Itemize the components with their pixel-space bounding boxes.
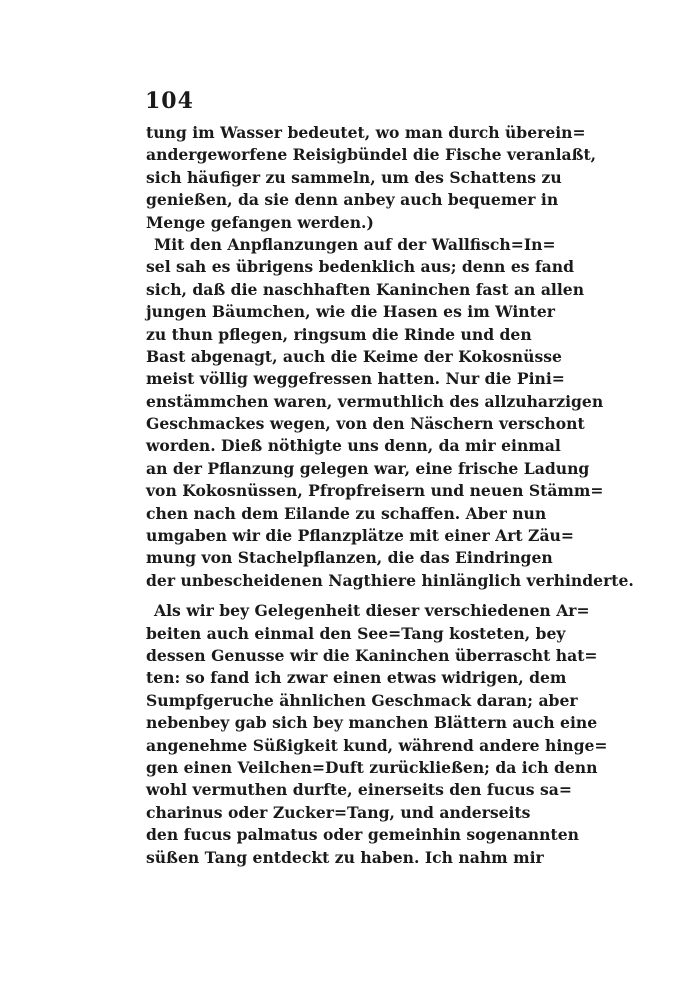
text-line: enstämmchen waren, vermuthlich des allzuharzigen	[146, 391, 604, 411]
text-line: von Kokosnüssen, Pfropfreisern und neuen Stämm=	[146, 481, 604, 501]
text-line: tung im Wasser bedeutet, wo man durch überein=	[146, 123, 586, 142]
text-line: Menge gefangen werden.)	[146, 212, 374, 232]
text-line: der unbescheidenen Nagthiere hinlänglich verhinderte.	[146, 570, 634, 590]
text-line: genießen, da sie denn anbey auch bequemer in	[146, 190, 559, 210]
text-line: angenehme Süßigkeit kund, während andere hinge=	[146, 735, 608, 755]
text-line: beiten auch einmal den See=Tang kosteten, bey	[146, 623, 566, 643]
page-number: 104	[145, 88, 194, 114]
text-line: sich, daß die naschhaften Kaninchen fast an allen	[146, 279, 585, 299]
text-line: ten: so fand ich zwar einen etwas widrigen, dem	[146, 668, 567, 688]
text-line: chen nach dem Eilande zu schaffen. Aber nun	[146, 503, 547, 523]
text-line: andergeworfene Reisigbündel die Fische veranlaßt,	[146, 145, 597, 165]
text-line: süßen Tang entdeckt zu haben. Ich nahm mir	[146, 847, 544, 867]
text-line: Als wir bey Gelegenheit dieser verschiedenen Ar=	[154, 601, 590, 621]
text-line: jungen Bäumchen, wie die Hasen es im Winter	[146, 302, 555, 322]
text-line: Bast abgenagt, auch die Keime der Kokosnüsse	[146, 346, 562, 366]
text-line: sich häufiger zu sammeln, um des Schattens zu	[146, 167, 562, 187]
paragraph	[146, 122, 597, 234]
text-line: meist völlig weggefressen hatten. Nur die Pini=	[146, 369, 565, 389]
text-line: wohl vermuthen durfte, einerseits den fucus sa=	[146, 780, 572, 800]
text-line: nebenbey gab sich bey manchen Blättern auch eine	[146, 713, 598, 733]
text-line: sel sah es übrigens bedenklich aus; denn es fand	[146, 257, 574, 277]
text-line: charinus oder Zucker=Tang, und anderseits	[146, 802, 531, 822]
text-line: worden. Dieß nöthigte uns denn, da mir einmal	[146, 436, 561, 456]
paragraph	[146, 234, 634, 592]
text-line: Sumpfgeruche ähnlichen Geschmack daran; aber	[146, 690, 578, 710]
text-line: den fucus palmatus oder gemeinhin sogenannten	[146, 825, 579, 845]
text-line: dessen Genusse wir die Kaninchen überrascht hat=	[146, 645, 598, 665]
paragraph	[146, 600, 608, 869]
text-line: umgaben wir die Pflanzplätze mit einer Art Zäu=	[146, 526, 574, 546]
text-line: Mit den Anpflanzungen auf der Wallfisch=In=	[154, 234, 556, 254]
text-line: mung von Stachelpflanzen, die das Eindringen	[146, 548, 553, 568]
text-line: Geschmackes wegen, von den Näschern verschont	[146, 414, 585, 434]
text-line: an der Pflanzung gelegen war, eine frische Ladung	[146, 458, 590, 478]
text-line: gen einen Veilchen=Duft zurückließen; da ich denn	[146, 757, 598, 777]
body-text	[146, 122, 634, 869]
text-line: zu thun pflegen, ringsum die Rinde und den	[146, 324, 532, 344]
